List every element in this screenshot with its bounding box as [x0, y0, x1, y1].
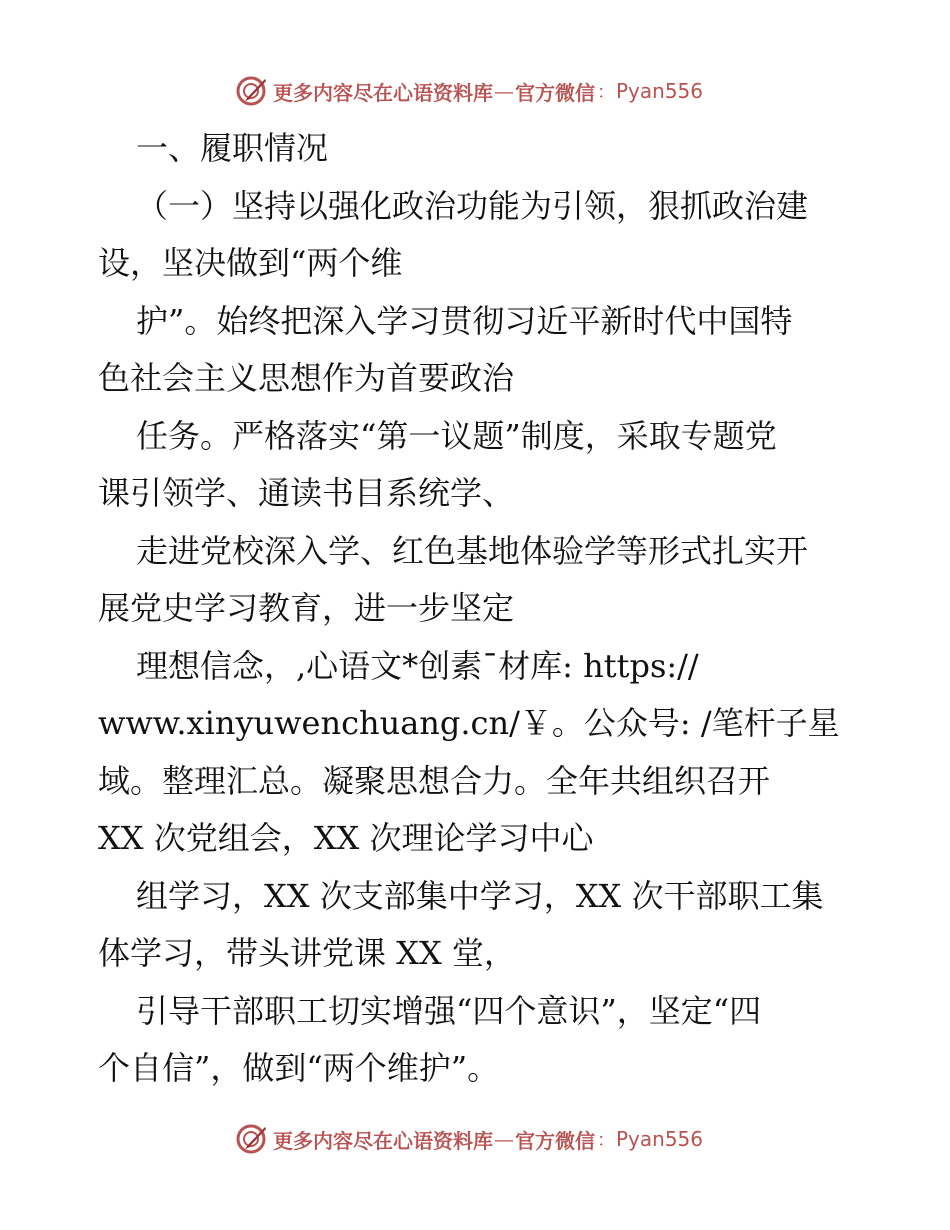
paragraph-line: 理想信念，,心语文*创素¯材库: https:// — [136, 646, 699, 685]
paragraph-line: 引导干部职工切实增强“四个意识”，坚定“四 — [136, 991, 762, 1030]
paragraph-line: （一）坚持以强化政治功能为引领，狠抓政治建 — [136, 186, 809, 225]
watermark-colon: ： — [597, 82, 615, 103]
paragraph-line: 域。整理汇总。凝聚思想合力。全年共组织召开 — [98, 761, 771, 800]
paragraph-line: 设，坚决做到“两个维 — [98, 244, 403, 282]
section-heading: 一、履职情况 — [136, 129, 329, 167]
paragraph-line: 课引领学、通读书目系统学、 — [98, 474, 515, 512]
paragraph-line: 色社会主义思想作为首要政治 — [98, 359, 515, 397]
document-body — [98, 120, 858, 1098]
paragraph-line: 护”。始终把深入学习贯彻习近平新时代中国特 — [136, 301, 793, 340]
watermark-separator: — — [494, 1127, 514, 1151]
watermark-account-id: Pyan556 — [616, 1127, 704, 1151]
paragraph-line: www.xinyuwenchuang.cn/￥。公众号: /笔杆子星 — [98, 704, 840, 742]
watermark-official-label: 官方微信 — [515, 80, 595, 105]
paragraph-line: 个自信”，做到“两个维护”。 — [98, 1049, 500, 1087]
watermark-colon: ： — [597, 1130, 615, 1151]
quill-logo-icon — [235, 1122, 269, 1156]
watermark-site-text: 更多内容尽在心语资料库 — [273, 1128, 493, 1153]
header-watermark — [235, 73, 703, 109]
watermark-account-id: Pyan556 — [616, 79, 704, 103]
watermark-official-label: 官方微信 — [515, 1128, 595, 1153]
paragraph-line: 任务。严格落实“第一议题”制度，采取专题党 — [136, 416, 777, 455]
paragraph-line: XX 次党组会，XX 次理论学习中心 — [98, 819, 594, 857]
paragraph-line: 展党史学习教育，进一步坚定 — [98, 589, 515, 627]
paragraph-line: 体学习，带头讲党课 XX 堂， — [98, 934, 516, 972]
footer-watermark — [235, 1121, 703, 1157]
paragraph-line: 走进党校深入学、红色基地体验学等形式扎实开 — [136, 531, 809, 570]
quill-logo-icon — [235, 74, 269, 108]
watermark-separator: — — [494, 79, 514, 103]
watermark-site-text: 更多内容尽在心语资料库 — [273, 80, 493, 105]
paragraph-line: 组学习，XX 次支部集中学习，XX 次干部职工集 — [136, 876, 824, 915]
